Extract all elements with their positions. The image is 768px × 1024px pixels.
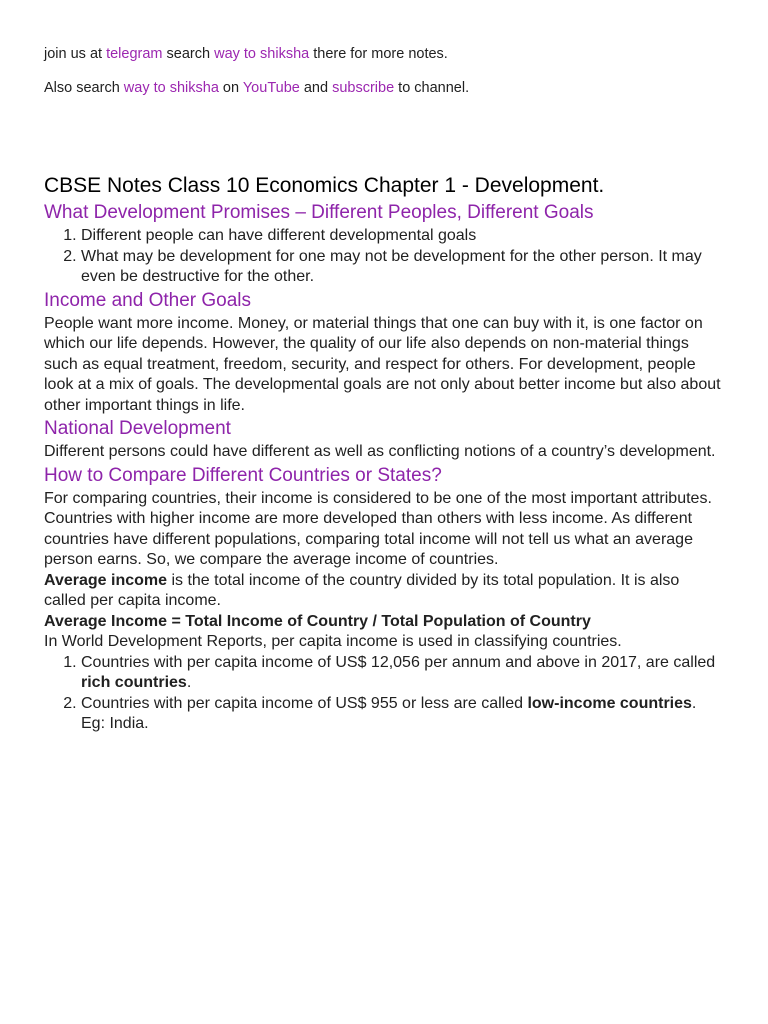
promo-text: on <box>218 80 243 96</box>
promo-text: to channel. <box>394 80 470 96</box>
item-text: Countries with per capita income of US$ 12,056 per annum and above in 2017, are called <box>81 653 716 671</box>
list-item: 1. Different people can have different developmental goals <box>81 226 724 247</box>
item-bold-term: low-income countries <box>527 694 692 712</box>
item-text: . Eg: India. <box>81 694 697 732</box>
item-text: Countries with per capita income of US$ 955 or less are called <box>81 694 528 712</box>
income-paragraph: People want more income. Money, or material things that one can buy with it, is one factor on which our life depends. However, the quality of our life also depends on non-material things such as equal treatment, freedom, security, and respect for others. For development, people look at a mix of goals. The developmental goals are not only about better income but also about other important things in life. <box>44 314 721 414</box>
way-to-shiksha-link[interactable]: way to shiksha <box>214 46 310 62</box>
section-heading-development-promises: What Development Promises – Different Peoples, Different Goals <box>44 202 594 223</box>
definition-text: is the total income of the country divided by its total population. It is also called per capita income. <box>44 571 680 609</box>
average-income-definition <box>44 571 724 612</box>
list-item <box>81 653 724 694</box>
promo-text: search <box>162 46 215 62</box>
wdr-paragraph: In World Development Reports, per capita income is used in classifying countries. <box>44 633 622 650</box>
formula-text: Average Income = Total Income of Country / Total Population of Country <box>44 612 591 630</box>
promo-text: join us at <box>44 46 107 62</box>
section-heading-national-development: National Development <box>44 418 231 439</box>
subscribe-link[interactable]: subscribe <box>332 80 395 96</box>
promo-line-youtube <box>44 78 724 98</box>
promo-text: Also search <box>44 80 124 96</box>
youtube-link[interactable]: YouTube <box>242 80 300 96</box>
way-to-shiksha-link[interactable]: way to shiksha <box>123 80 219 96</box>
development-promises-list <box>44 226 724 288</box>
average-income-formula <box>44 612 724 633</box>
promo-line-telegram <box>44 0 724 64</box>
telegram-link[interactable]: telegram <box>106 46 163 62</box>
page-title: CBSE Notes Class 10 Economics Chapter 1 - Development. <box>44 174 605 197</box>
average-income-term: Average income <box>44 571 168 589</box>
compare-paragraph: For comparing countries, their income is considered to be one of the most important attributes. Countries with higher income are more developed than others with less income. As different countries have different populations, comparing total income will not tell us what an average person earns. So, we compare the average income of countries. <box>44 489 712 568</box>
list-item: 2. What may be development for one may not be development for the other person. It may even be destructive for the other. <box>81 247 724 288</box>
country-classification-list <box>44 653 724 735</box>
item-text: . <box>186 674 192 691</box>
item-bold-term: rich countries <box>81 674 187 691</box>
national-paragraph: Different persons could have different as well as conflicting notions of a country’s development. <box>44 443 716 460</box>
promo-text: and <box>299 80 333 96</box>
list-item <box>81 694 724 735</box>
section-heading-compare-countries: How to Compare Different Countries or States? <box>44 464 442 486</box>
promo-text: there for more notes. <box>309 46 448 62</box>
section-heading-income-goals: Income and Other Goals <box>44 289 251 311</box>
